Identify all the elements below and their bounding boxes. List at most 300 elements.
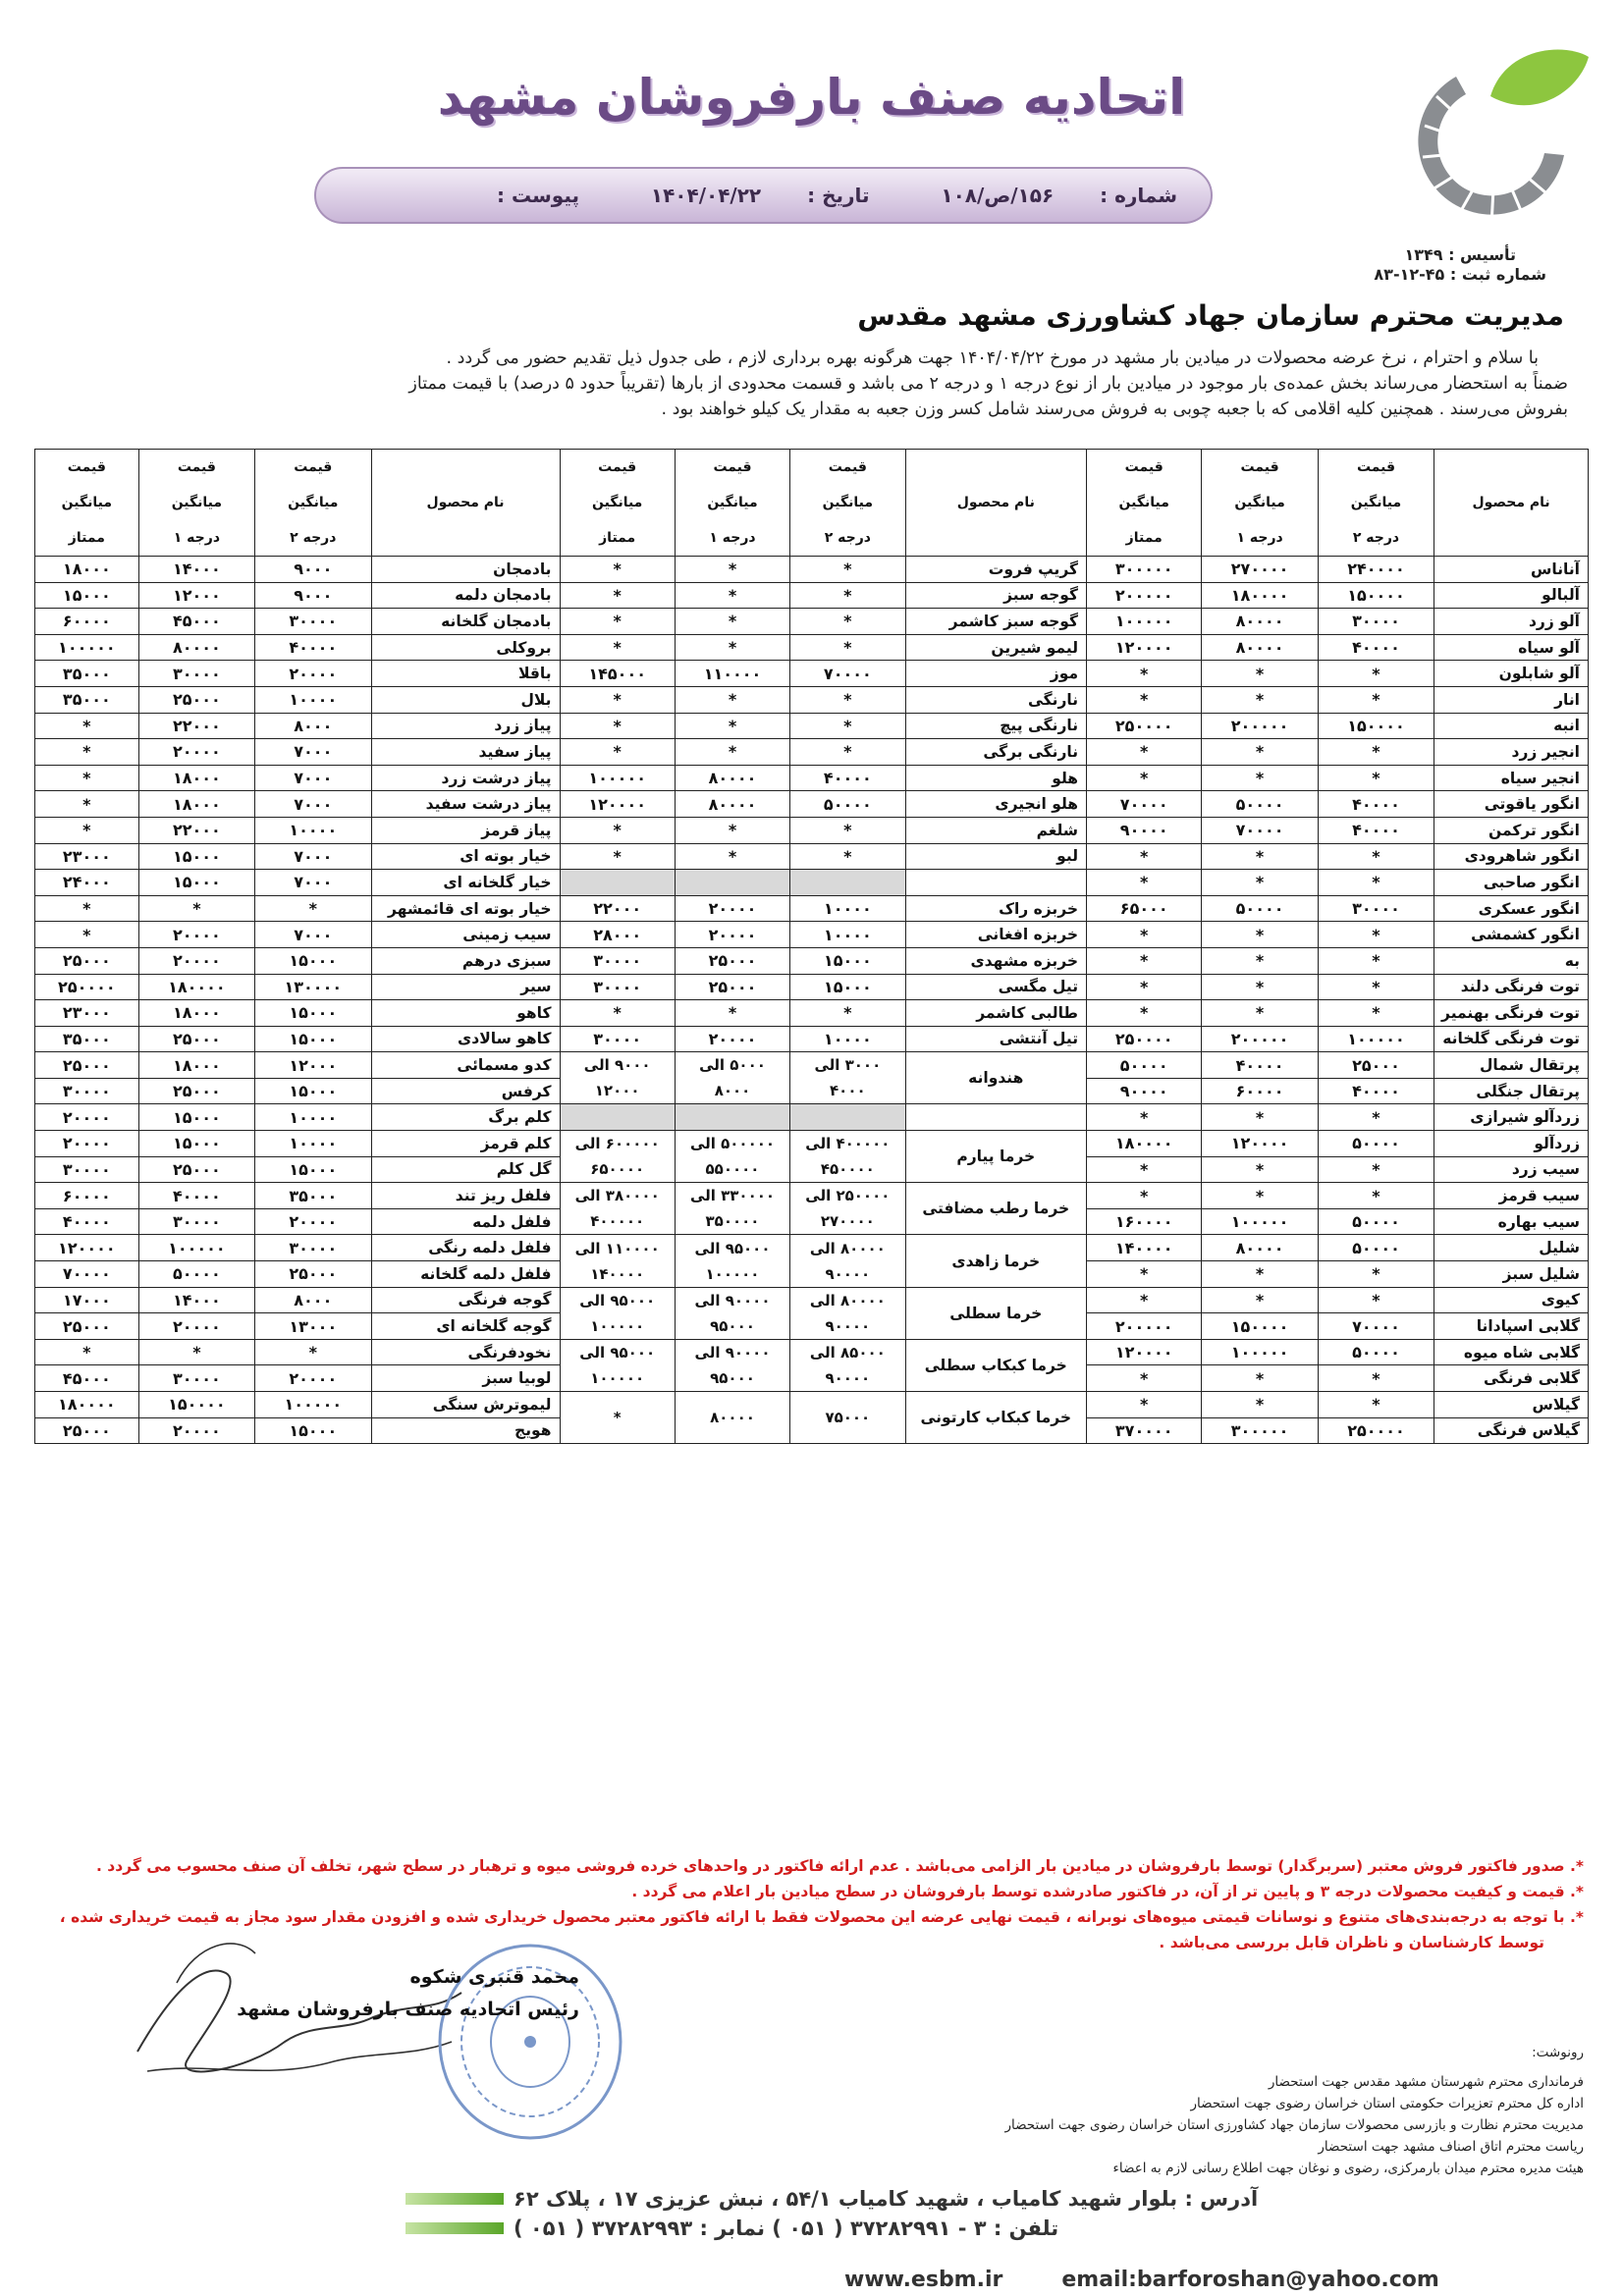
range-to: ۴۰۰۰۰۰ — [590, 1212, 645, 1231]
cc-item: ریاست محترم اتاق اصناف مشهد جهت استحضار — [1318, 2139, 1584, 2155]
grade1-price-cell: ۸۰۰۰۰ — [138, 634, 254, 661]
grade2-price-cell: ۵۰۰۰۰ — [1318, 1131, 1434, 1157]
grade1-price-cell: ۲۰۰۰۰ — [138, 1417, 254, 1444]
range-to: ۹۵۰۰۰ — [710, 1316, 755, 1335]
grade2-price-cell: ۲۰۰۰۰ — [255, 1365, 371, 1392]
range-from: ۵۰۰۰۰۰ الی — [689, 1135, 776, 1153]
table-row — [35, 922, 1589, 948]
letter-line: ضمناً به استحضار می‌رساند بخش عمده‌ی بار موجود در میادین بار از نوع درجه ۱ و درجه ۲ می باشد و قسمت محدودی از بارها (تقریباً حدود ۵ درصد) با قیمت ممتاز — [408, 374, 1568, 394]
blank-cell — [560, 870, 675, 896]
organization-title: اتحادیه صنف بارفروشان مشهد — [437, 69, 1186, 126]
product-name-cell: پرتقال شمال — [1434, 1052, 1589, 1079]
grade1-price-cell: ۸۰۰۰۰ — [675, 765, 789, 791]
note-item: *. قیمت و کیفیت محصولات درجه ۳ و پایین تر از آن، در فاکتور صادرشده توسط بارفروشان در سطح میادین بار اعلام می گردد . — [631, 1883, 1584, 1900]
grade2-price-cell: ۸۰۰۰ — [255, 1287, 371, 1313]
grade1-price-cell: ۱۴۰۰۰ — [138, 557, 254, 583]
premium-price-cell — [560, 1131, 675, 1183]
premium-price-cell: * — [560, 1392, 675, 1444]
grade2-price-cell: ۱۵۰۰۰ — [255, 1078, 371, 1104]
grade1-price-cell: * — [1202, 1392, 1318, 1418]
premium-price-cell: * — [35, 765, 139, 791]
range-to: ۱۲۰۰۰ — [594, 1082, 640, 1100]
premium-price-cell: ۶۰۰۰۰ — [35, 1183, 139, 1209]
premium-price-cell: ۲۲۰۰۰ — [560, 895, 675, 922]
header-grade2-price: قیمت میانگین درجه ۲ — [790, 450, 905, 557]
product-name-cell: آلو شابلون — [1434, 661, 1589, 687]
premium-price-cell: ۲۵۰۰۰۰ — [1087, 713, 1202, 739]
product-name-cell: پیاز سفید — [371, 739, 560, 766]
table-row — [35, 557, 1589, 583]
product-name-cell: انگور صاحبی — [1434, 870, 1589, 896]
premium-price-cell: ۹۰۰۰۰ — [1087, 1078, 1202, 1104]
grade1-price-cell: ۸۰۰۰۰ — [675, 1392, 789, 1444]
product-name-cell — [905, 870, 1087, 896]
grade2-price-cell: ۱۵۰۰۰ — [255, 1026, 371, 1052]
product-name-cell: سبزی درهم — [371, 947, 560, 974]
cc-item: مدیریت محترم نظارت و بازرسی محصولات سازمان جهاد کشاورزی استان خراسان رضوی جهت استحضار — [1004, 2117, 1584, 2133]
grade2-price-cell: * — [1318, 870, 1434, 896]
table-row — [35, 791, 1589, 818]
grade2-price-cell: ۴۰۰۰۰ — [1318, 634, 1434, 661]
table-row — [35, 582, 1589, 609]
price-table-container — [34, 449, 1589, 1444]
grade1-price-cell: * — [675, 609, 789, 635]
grade1-price-cell: * — [1202, 922, 1318, 948]
grade2-price-cell: ۴۰۰۰۰ — [1318, 791, 1434, 818]
product-name-cell: شلغم — [905, 817, 1087, 843]
premium-price-cell: * — [35, 739, 139, 766]
product-name-cell: موز — [905, 661, 1087, 687]
grade2-price-cell: ۲۰۰۰۰ — [255, 1208, 371, 1235]
premium-price-cell: ۱۴۰۰۰۰ — [1087, 1235, 1202, 1261]
product-name-cell: هندوانه — [905, 1052, 1087, 1104]
grade2-price-cell: ۱۰۰۰۰ — [255, 1131, 371, 1157]
grade1-price-cell: ۱۲۰۰۰ — [138, 582, 254, 609]
product-name-cell: پیاز درشت سفید — [371, 791, 560, 818]
grade2-price-cell: ۱۰۰۰۰ — [790, 895, 905, 922]
premium-price-cell: * — [1087, 765, 1202, 791]
reference-bar — [314, 167, 1213, 224]
premium-price-cell: * — [1087, 1365, 1202, 1392]
grade1-price-cell: ۲۷۰۰۰۰ — [1202, 557, 1318, 583]
product-name-cell: آلو سیاه — [1434, 634, 1589, 661]
product-name-cell: لوبیا سبز — [371, 1365, 560, 1392]
footer-phone-row — [406, 2214, 1584, 2243]
cc-item: هیئت مدیره محترم میدان بارمرکزی، رضوی و نوغان جهت اطلاع رسانی لازم به اعضاء — [1112, 2161, 1584, 2176]
product-name-cell: کلم قرمز — [371, 1131, 560, 1157]
blank-cell — [790, 870, 905, 896]
grade2-price-cell: ۵۰۰۰۰ — [790, 791, 905, 818]
grade2-price-cell: ۵۰۰۰۰ — [1318, 1339, 1434, 1365]
product-name-cell: خربزه مشهدی — [905, 947, 1087, 974]
grade1-price-cell — [675, 1183, 789, 1235]
premium-price-cell: ۲۵۰۰۰۰ — [35, 974, 139, 1000]
premium-price-cell: ۳۵۰۰۰ — [35, 661, 139, 687]
date-label: تاریخ : — [807, 184, 870, 207]
product-name-cell: لیمو شیرین — [905, 634, 1087, 661]
product-name-cell: آلو زرد — [1434, 609, 1589, 635]
product-name-cell: خرما کبکاب سطلی — [905, 1339, 1087, 1391]
product-name-cell: آناناس — [1434, 557, 1589, 583]
grade1-price-cell: * — [1202, 765, 1318, 791]
range-to: ۲۷۰۰۰۰ — [820, 1212, 875, 1231]
premium-price-cell: ۱۶۰۰۰۰ — [1087, 1208, 1202, 1235]
product-name-cell: سیب زمینی — [371, 922, 560, 948]
footer-website[interactable]: www.esbm.ir — [844, 2268, 1003, 2292]
product-name-cell: بروکلی — [371, 634, 560, 661]
grade2-price-cell: ۱۰۰۰۰ — [255, 1104, 371, 1131]
grade1-price-cell: ۲۵۰۰۰ — [138, 1026, 254, 1052]
grade1-price-cell: ۲۲۰۰۰ — [138, 713, 254, 739]
premium-price-cell: * — [1087, 1392, 1202, 1418]
grade1-price-cell: ۲۰۰۰۰۰ — [1202, 713, 1318, 739]
premium-price-cell: ۱۵۰۰۰ — [35, 582, 139, 609]
grade1-price-cell: ۱۸۰۰۰ — [138, 1052, 254, 1079]
product-name-cell: کاهو سالادی — [371, 1026, 560, 1052]
table-row — [35, 1000, 1589, 1027]
premium-price-cell: * — [35, 922, 139, 948]
grade2-price-cell: ۱۰۰۰۰ — [255, 686, 371, 713]
cc-item: فرمانداری محترم شهرستان مشهد مقدس جهت استحضار — [1268, 2074, 1584, 2090]
note-item: *. صدور فاکتور فروش معتبر (سربرگدار) توسط بارفروشان در میادین بار الزامی می‌باشد . عدم ارائه فاکتور در واحدهای خرده فروشی میوه و ترهبار در سطح شهر، تخلف آن صنف محسوب می گردد . — [96, 1857, 1584, 1875]
table-row — [35, 1339, 1589, 1365]
range-to: ۱۴۰۰۰۰ — [590, 1264, 645, 1283]
product-name-cell: گوجه سبز کاشمر — [905, 609, 1087, 635]
premium-price-cell: * — [1087, 1183, 1202, 1209]
footer-phone: تلفن : ۳ - ۳۷۲۸۲۹۹۱ ( ۰۵۱ ) نمابر : ۳۷۲۸۲۹۹۳ ( ۰۵۱ ) — [514, 2216, 1059, 2240]
premium-price-cell: ۲۰۰۰۰ — [35, 1131, 139, 1157]
grade1-price-cell: ۸۰۰۰۰ — [1202, 1235, 1318, 1261]
product-name-cell: گلابی شاه میوه — [1434, 1339, 1589, 1365]
grade1-price-cell: ۲۵۰۰۰ — [138, 686, 254, 713]
grade1-price-cell: * — [675, 1000, 789, 1027]
grade2-price-cell — [790, 1131, 905, 1183]
grade2-price-cell: ۲۴۰۰۰۰ — [1318, 557, 1434, 583]
product-name-cell: خرما زاهدی — [905, 1235, 1087, 1287]
premium-price-cell — [560, 1183, 675, 1235]
grade2-price-cell: ۱۳۰۰۰ — [255, 1313, 371, 1340]
table-row — [35, 974, 1589, 1000]
table-row — [35, 634, 1589, 661]
grade1-price-cell: ۱۵۰۰۰ — [138, 1131, 254, 1157]
grade1-price-cell: ۲۰۰۰۰ — [138, 922, 254, 948]
grade1-price-cell: * — [675, 739, 789, 766]
grade1-price-cell: ۱۰۰۰۰۰ — [1202, 1208, 1318, 1235]
grade2-price-cell: * — [1318, 765, 1434, 791]
grade1-price-cell: ۸۰۰۰۰ — [1202, 609, 1318, 635]
product-name-cell: پرتقال جنگلی — [1434, 1078, 1589, 1104]
product-name-cell: هویج — [371, 1417, 560, 1444]
premium-price-cell: * — [560, 817, 675, 843]
product-name-cell: شلیل سبز — [1434, 1261, 1589, 1288]
product-name-cell: پیاز قرمز — [371, 817, 560, 843]
table-row — [35, 843, 1589, 870]
grade1-price-cell: * — [1202, 1104, 1318, 1131]
grade2-price-cell: ۱۵۰۰۰ — [790, 947, 905, 974]
range-to: ۳۵۰۰۰۰ — [705, 1212, 760, 1231]
grade2-price-cell: ۲۵۰۰۰ — [255, 1261, 371, 1288]
table-row — [35, 1104, 1589, 1131]
grade1-price-cell: ۱۸۰۰۰۰ — [1202, 582, 1318, 609]
grade1-price-cell: * — [1202, 870, 1318, 896]
product-name-cell: انجیر زرد — [1434, 739, 1589, 766]
grade1-price-cell: * — [1202, 739, 1318, 766]
grade2-price-cell: ۸۰۰۰ — [255, 713, 371, 739]
premium-price-cell: * — [1087, 1104, 1202, 1131]
premium-price-cell: * — [1087, 843, 1202, 870]
product-name-cell: کیوی — [1434, 1287, 1589, 1313]
grade1-price-cell: ۲۵۰۰۰ — [138, 1078, 254, 1104]
product-name-cell: آلبالو — [1434, 582, 1589, 609]
product-name-cell: سیر — [371, 974, 560, 1000]
premium-price-cell: * — [35, 1339, 139, 1365]
grade2-price-cell: ۱۵۰۰۰۰ — [1318, 713, 1434, 739]
product-name-cell: انگور کشمشی — [1434, 922, 1589, 948]
product-name-cell: تیل آنتشی — [905, 1026, 1087, 1052]
grade1-price-cell: ۴۵۰۰۰ — [138, 609, 254, 635]
premium-price-cell: ۲۵۰۰۰ — [35, 947, 139, 974]
premium-price-cell: * — [1087, 870, 1202, 896]
range-to: ۶۵۰۰۰۰ — [590, 1160, 645, 1179]
range-from: ۶۰۰۰۰۰ الی — [574, 1135, 660, 1153]
grade2-price-cell — [790, 1235, 905, 1287]
premium-price-cell: * — [560, 1000, 675, 1027]
grade2-price-cell: ۹۰۰۰ — [255, 557, 371, 583]
grade2-price-cell: * — [1318, 974, 1434, 1000]
grade2-price-cell: * — [790, 713, 905, 739]
grade2-price-cell: ۱۵۰۰۰۰ — [1318, 582, 1434, 609]
grade1-price-cell: ۵۰۰۰۰ — [1202, 791, 1318, 818]
product-name-cell: نخودفرنگی — [371, 1339, 560, 1365]
table-row — [35, 870, 1589, 896]
premium-price-cell: ۲۵۰۰۰ — [35, 1313, 139, 1340]
grade1-price-cell: ۲۰۰۰۰ — [138, 947, 254, 974]
product-name-cell: بادمجان دلمه — [371, 582, 560, 609]
grade1-price-cell: ۱۸۰۰۰ — [138, 791, 254, 818]
date-value: ۱۴۰۴/۰۴/۲۲ — [650, 184, 762, 207]
product-name-cell: تیل مگسی — [905, 974, 1087, 1000]
range-from: ۹۰۰۰۰ الی — [694, 1291, 771, 1309]
header-grade2-price: قیمت میانگین درجه ۲ — [1318, 450, 1434, 557]
product-name-cell: انجیر سیاه — [1434, 765, 1589, 791]
premium-price-cell: ۲۵۰۰۰ — [35, 1417, 139, 1444]
green-bar-decoration — [406, 2193, 504, 2205]
letter-body — [56, 346, 1568, 422]
range-from: ۹۵۰۰۰ الی — [579, 1343, 656, 1362]
premium-price-cell: ۳۰۰۰۰۰ — [1087, 557, 1202, 583]
product-name-cell: انگور عسکری — [1434, 895, 1589, 922]
grade2-price-cell: * — [790, 557, 905, 583]
table-row — [35, 739, 1589, 766]
grade1-price-cell: * — [1202, 843, 1318, 870]
product-name-cell: انگور ترکمن — [1434, 817, 1589, 843]
grade2-price-cell: ۷۰۰۰ — [255, 870, 371, 896]
product-name-cell: کدو مسمائی — [371, 1052, 560, 1079]
grade1-price-cell: ۲۰۰۰۰ — [138, 739, 254, 766]
grade1-price-cell — [675, 1339, 789, 1391]
grade2-price-cell: ۲۵۰۰۰۰ — [1318, 1417, 1434, 1444]
premium-price-cell: * — [560, 739, 675, 766]
attachment-label: پیوست : — [497, 184, 580, 207]
product-name-cell: هلو انجیری — [905, 791, 1087, 818]
premium-price-cell: ۳۰۰۰۰ — [560, 947, 675, 974]
grade2-price-cell: * — [1318, 1261, 1434, 1288]
number-field — [941, 184, 1177, 207]
organization-logo — [1397, 37, 1594, 234]
grade2-price-cell: * — [1318, 947, 1434, 974]
header-premium-price: قیمت میانگین ممتاز — [560, 450, 675, 557]
table-row — [35, 609, 1589, 635]
product-name-cell: سیب زرد — [1434, 1156, 1589, 1183]
range-to: ۹۰۰۰۰ — [825, 1316, 871, 1335]
product-name-cell: شلیل — [1434, 1235, 1589, 1261]
range-from: ۱۱۰۰۰۰ الی — [574, 1239, 660, 1257]
product-name-cell: گریپ فروت — [905, 557, 1087, 583]
grade1-price-cell: ۳۰۰۰۰۰ — [1202, 1417, 1318, 1444]
grade2-price-cell: ۷۰۰۰۰ — [790, 661, 905, 687]
grade2-price-cell: * — [1318, 1365, 1434, 1392]
grade1-price-cell: ۲۵۰۰۰ — [138, 1156, 254, 1183]
product-name-cell: خرما رطب مضافتی — [905, 1183, 1087, 1235]
product-name-cell: زردآلو شیرازی — [1434, 1104, 1589, 1131]
product-name-cell: انگور یاقوتی — [1434, 791, 1589, 818]
blank-cell — [675, 870, 789, 896]
product-name-cell: به — [1434, 947, 1589, 974]
product-name-cell: فلفل دلمه — [371, 1208, 560, 1235]
grade2-price-cell: * — [1318, 686, 1434, 713]
product-name-cell: انار — [1434, 686, 1589, 713]
premium-price-cell: * — [560, 557, 675, 583]
premium-price-cell: ۲۵۰۰۰۰ — [1087, 1026, 1202, 1052]
table-row — [35, 1131, 1589, 1157]
grade1-price-cell — [675, 1287, 789, 1339]
grade1-price-cell: ۵۰۰۰۰ — [138, 1261, 254, 1288]
grade1-price-cell: ۴۰۰۰۰ — [138, 1183, 254, 1209]
premium-price-cell: ۱۷۰۰۰ — [35, 1287, 139, 1313]
grade2-price-cell: * — [255, 1339, 371, 1365]
header-product-name: نام محصول — [905, 450, 1087, 557]
range-from: ۸۵۰۰۰ الی — [809, 1343, 886, 1362]
premium-price-cell: * — [1087, 686, 1202, 713]
grade2-price-cell: ۷۰۰۰ — [255, 765, 371, 791]
grade1-price-cell: ۱۸۰۰۰ — [138, 765, 254, 791]
grade1-price-cell: * — [675, 713, 789, 739]
premium-price-cell: ۳۷۰۰۰۰ — [1087, 1417, 1202, 1444]
grade1-price-cell: * — [675, 634, 789, 661]
grade2-price-cell: ۹۰۰۰ — [255, 582, 371, 609]
premium-price-cell: ۲۰۰۰۰ — [35, 1104, 139, 1131]
product-name-cell: خیار بوته ای — [371, 843, 560, 870]
product-name-cell: خربزه راک — [905, 895, 1087, 922]
premium-price-cell: * — [1087, 922, 1202, 948]
cc-label: رونوشت: — [1532, 2045, 1584, 2060]
premium-price-cell: ۳۰۰۰۰ — [560, 1026, 675, 1052]
grade1-price-cell — [675, 1052, 789, 1104]
grade2-price-cell: * — [790, 634, 905, 661]
grade2-price-cell: ۲۵۰۰۰ — [1318, 1052, 1434, 1079]
range-from: ۲۵۰۰۰۰ الی — [805, 1187, 891, 1205]
table-row — [35, 817, 1589, 843]
grade2-price-cell: ۱۳۰۰۰۰ — [255, 974, 371, 1000]
grade1-price-cell: * — [1202, 1261, 1318, 1288]
product-name-cell: باقلا — [371, 661, 560, 687]
premium-price-cell: ۳۰۰۰۰ — [35, 1078, 139, 1104]
grade1-price-cell: ۱۸۰۰۰۰ — [138, 974, 254, 1000]
header-premium-price: قیمت میانگین ممتاز — [1087, 450, 1202, 557]
product-name-cell: خربزه افغانی — [905, 922, 1087, 948]
grade2-price-cell: * — [1318, 739, 1434, 766]
premium-price-cell: ۱۸۰۰۰۰ — [35, 1392, 139, 1418]
product-name-cell: نارنگی — [905, 686, 1087, 713]
grade1-price-cell — [675, 1235, 789, 1287]
premium-price-cell: * — [560, 843, 675, 870]
grade2-price-cell: * — [1318, 843, 1434, 870]
grade2-price-cell: * — [1318, 1287, 1434, 1313]
product-name-cell: گوجه سبز — [905, 582, 1087, 609]
premium-price-cell: ۴۰۰۰۰ — [35, 1208, 139, 1235]
grade2-price-cell: * — [790, 609, 905, 635]
table-row — [35, 1183, 1589, 1209]
grade1-price-cell: ۱۴۰۰۰ — [138, 1287, 254, 1313]
grade1-price-cell: * — [1202, 1156, 1318, 1183]
grade2-price-cell: ۵۰۰۰۰ — [1318, 1235, 1434, 1261]
footer — [406, 2184, 1584, 2243]
product-name-cell: انبه — [1434, 713, 1589, 739]
grade2-price-cell: ۷۰۰۰ — [255, 922, 371, 948]
footer-email[interactable]: email:barforoshan@yahoo.com — [1061, 2268, 1439, 2292]
product-name-cell: توت فرنگی گلخانه — [1434, 1026, 1589, 1052]
range-from: ۵۰۰۰ الی — [699, 1056, 766, 1075]
grade2-price-cell: * — [790, 817, 905, 843]
grade2-price-cell: * — [1318, 1000, 1434, 1027]
grade2-price-cell: ۱۵۰۰۰ — [255, 947, 371, 974]
product-name-cell: نارنگی برگی — [905, 739, 1087, 766]
header-grade1-price: قیمت میانگین درجه ۱ — [675, 450, 789, 557]
grade2-price-cell: ۱۲۰۰۰ — [255, 1052, 371, 1079]
grade1-price-cell: * — [1202, 974, 1318, 1000]
note-item: توسط کارشناسان و ناظران قابل بررسی می‌باشد . — [1159, 1934, 1544, 1951]
grade2-price-cell: ۷۰۰۰ — [255, 791, 371, 818]
premium-price-cell: ۳۵۰۰۰ — [35, 686, 139, 713]
premium-price-cell: * — [35, 895, 139, 922]
product-name-cell: نارنگی پیچ — [905, 713, 1087, 739]
range-to: ۴۵۰۰۰۰ — [820, 1160, 875, 1179]
product-name-cell: بادمجان گلخانه — [371, 609, 560, 635]
range-from: ۸۰۰۰۰ الی — [809, 1239, 886, 1257]
grade1-price-cell: * — [675, 557, 789, 583]
grade1-price-cell: ۴۰۰۰۰ — [1202, 1052, 1318, 1079]
grade2-price-cell: * — [790, 739, 905, 766]
product-name-cell: سیب بهاره — [1434, 1208, 1589, 1235]
grade1-price-cell: ۷۰۰۰۰ — [1202, 817, 1318, 843]
grade1-price-cell: ۱۰۰۰۰۰ — [1202, 1339, 1318, 1365]
header-product-name: نام محصول — [1434, 450, 1589, 557]
range-from: ۸۰۰۰۰ الی — [809, 1291, 886, 1309]
premium-price-cell: ۱۸۰۰۰ — [35, 557, 139, 583]
table-row — [35, 713, 1589, 739]
premium-price-cell: ۷۰۰۰۰ — [1087, 791, 1202, 818]
grade1-price-cell: ۵۰۰۰۰ — [1202, 895, 1318, 922]
premium-price-cell: * — [560, 713, 675, 739]
product-name-cell: پیاز زرد — [371, 713, 560, 739]
grade1-price-cell: ۱۵۰۰۰ — [138, 870, 254, 896]
premium-price-cell: * — [35, 713, 139, 739]
grade1-price-cell: * — [1202, 1000, 1318, 1027]
premium-price-cell: ۱۲۰۰۰۰ — [560, 791, 675, 818]
product-name-cell: گوجه فرنگی — [371, 1287, 560, 1313]
grade2-price-cell: ۷۰۰۰ — [255, 843, 371, 870]
product-name-cell: کاهو — [371, 1000, 560, 1027]
